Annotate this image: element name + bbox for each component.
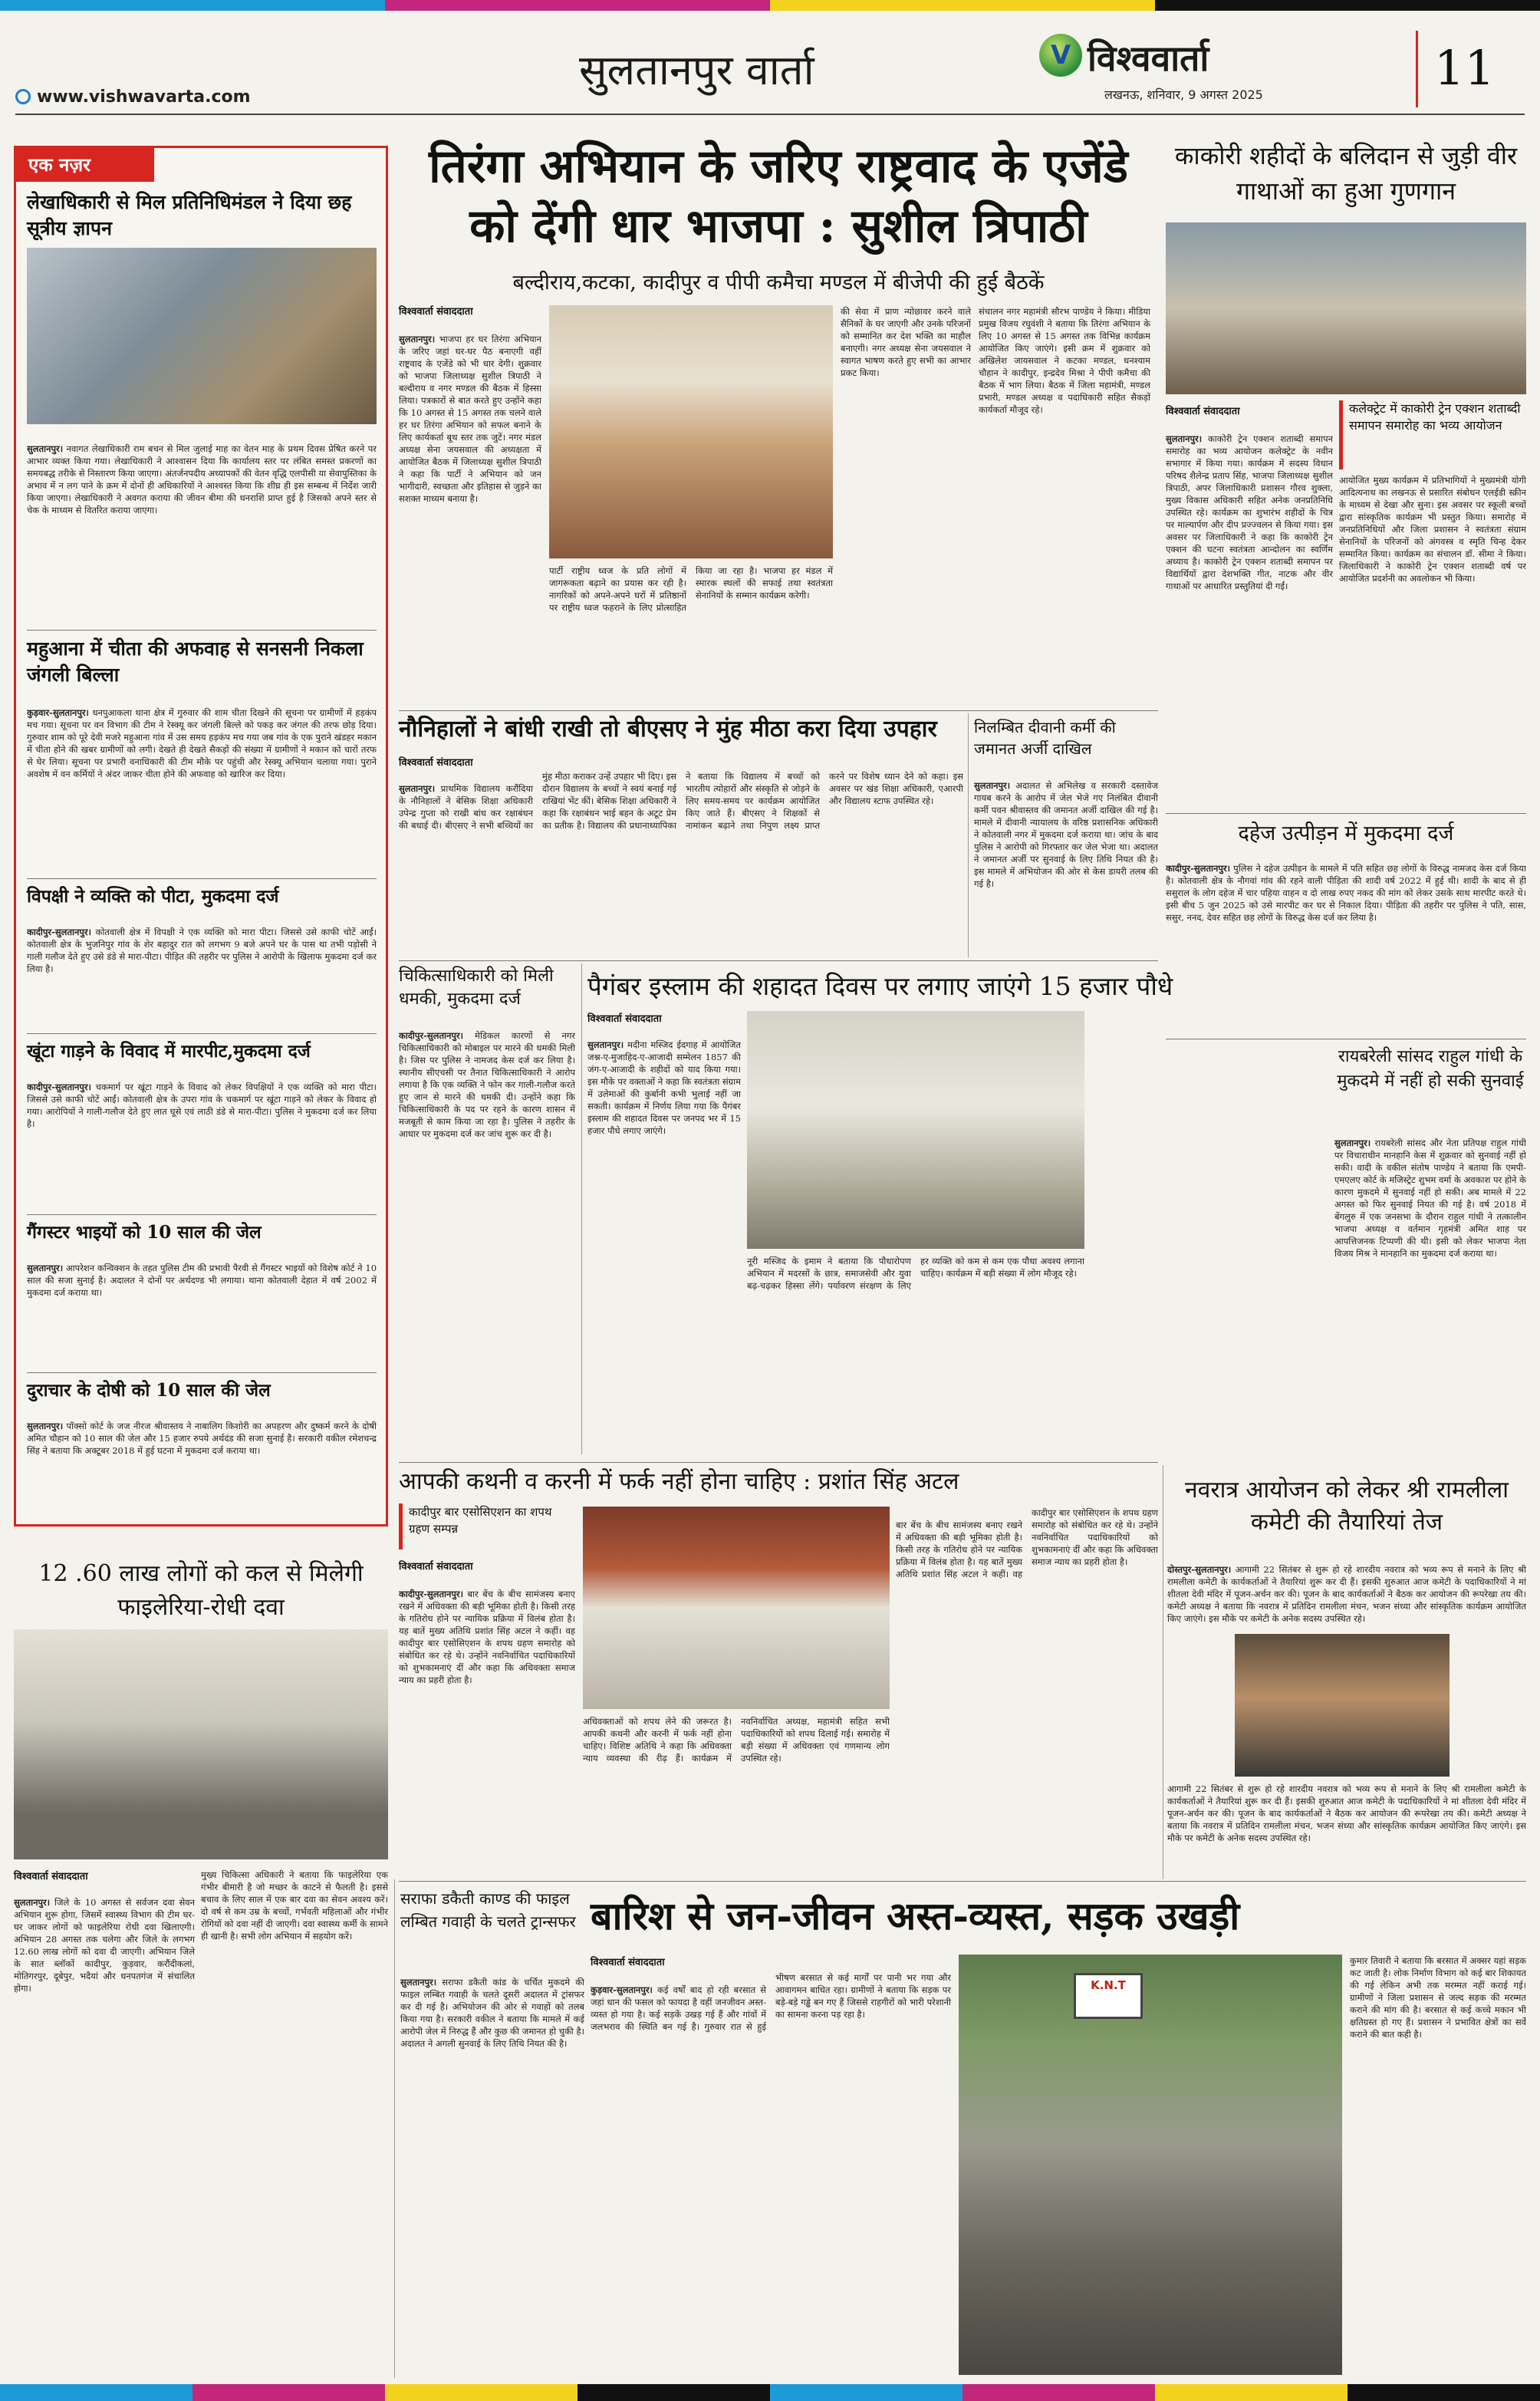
byline: विश्ववार्ता संवाददाता (587, 1013, 662, 1025)
story-lead: सुलतानपुर। (27, 1421, 64, 1431)
plants-body (587, 1026, 741, 1456)
lead-body-col2: पार्टी राष्ट्रीय ध्वज के प्रति लोगों में जागरूकता बढ़ाने का प्रयास कर रही है। नागरिकों को अपने-अपने घरों में प्रतिष्ठानों पर राष्ट्रीय ध्वज फहराने के लिए प्रोत्साहित किया जा रहा है। भाजपा हर मंडल में स्मारक स्थलों की सफाई तथा स्वतंत्रता सेनानियों के सम्मान कार्यक्रम करेगी। (549, 565, 833, 613)
navratri-body-2: आगामी 22 सितंबर से शुरू हो रहे शारदीय नवरात्र को भव्य रूप से मनाने के लिए श्री रामलीला कमेटी के कार्यकर्ताओं ने तैयारियां शुरू कर दी हैं। इसकी शुरुआत आज कमेटी के पदाधिकारियों ने मां शीतला देवी मंदिर में पूजन-अर्चन कर की। पूजन के बाद कार्यकर्ताओं ने बैठक कर आयोजन की रूपरेखा तय की। कमेटी अध्यक्ष ने बताया कि नवरात्र में प्रतिदिन रामलीला मंचन, भजन संध्या और सांस्कृतिक कार्यक्रम आयोजित किए जाएंगे। इस मौके पर कमेटी के अनेक सदस्य उपस्थित रहे। (1167, 1783, 1526, 1843)
divider (27, 1214, 377, 1215)
paper-name: विश्ववार्ता (1088, 38, 1209, 79)
story-lead: कादीपुर-सुलतानपुर। (1166, 863, 1230, 874)
story-lead: सुलतानपुर। (974, 780, 1011, 791)
bar-association-photo (583, 1507, 890, 1709)
website-link[interactable]: www.vishwavarta.com (37, 87, 251, 107)
story-lead: कुड़वार-सुलतानपुर। (591, 1984, 653, 1995)
story-headline: महुआना में चीता की अफवाह से सनसनी निकला जंगली बिल्ला (27, 637, 364, 686)
divider (399, 1462, 1158, 1463)
rahul-headline: रायबरेली सांसद राहुल गांधी के मुकदमे में नहीं हो सकी सुनवाई (1337, 1047, 1524, 1091)
divider (399, 1881, 1526, 1882)
byline: विश्ववार्ता संवाददाता (399, 757, 473, 769)
plants-photo (747, 1011, 1084, 1249)
lead-headline: तिरंगा अभियान के जरिए राष्ट्रवाद के एजेंडे को देंगी धार भाजपा : सुशील त्रिपाठी (429, 140, 1128, 253)
robbery-headline: सराफा डकैती काण्ड की फाइल लम्बित गवाही के चलते ट्रान्सफर (400, 1889, 576, 1931)
navratri-photo (1235, 1634, 1450, 1777)
road-sign-text: K.N.T (1091, 1978, 1126, 1992)
divider (399, 960, 1158, 961)
divider (27, 878, 377, 879)
bjp-meeting-photo (549, 305, 833, 558)
byline: विश्ववार्ता संवाददाता (399, 306, 473, 318)
story-text: धनपुआकला थाना क्षेत्र में गुरुवार की शाम चीता दिखने की सूचना पर ग्रामीणों में हड़कंप मच गया। सूचना पर वन विभाग की टीम ने रेस्क्यू कर जंगली बिल्ले को पकड़ कर जंगल की तरफ छोड़ दिया। गुरुवार शाम को पूरे देवी मजरे महुआना गांव में उस समय हड़कंप मच गया जब गांव के एक पुराने खंडहर मकान में चीता होने की खबर ग्रामीणों को लगी। देखते ही देखते सैकड़ों की संख्या में ग्रामीणों ने मकान को चारों तरफ से घेर लिया। सूचना पर प्रभारी वनाधिकारी की टीम मौके पर पहुंची और रेस्क्यू अभियान चलाया गया। पुराने अवशेष में वन कर्मियों ने अंदर जाकर चीता होने की अफवाह को खारिज कर दिया। (27, 707, 377, 779)
story-body (27, 914, 377, 1029)
divider (581, 963, 582, 1454)
rahul-body (1334, 1125, 1526, 1485)
kathni-body-2: अधिवक्ताओं को शपथ लेने की जरूरत है। आपकी कथनी और करनी में फर्क नहीं होना चाहिए। विशिष्ट अतिथि ने कहा कि अधिवक्ता न्याय व्यवस्था की रीढ़ हैं। कार्यक्रम में नवनिर्वाचित अध्यक्ष, महामंत्री सहित सभी पदाधिकारियों को शपथ दिलाई गई। समारोह में बड़ी संख्या में अधिवक्ता एवं गणमान्य लोग उपस्थित रहे। (583, 1716, 890, 1764)
kakori-photo (1166, 222, 1526, 394)
rain-body-2: कुमार तिवारी ने बताया कि बरसात में अक्सर यहां सड़क कट जाती है। लोक निर्माण विभाग को कई बार शिकायत की गई लेकिन अभी तक मरम्मत नहीं कराई गई। ग्रामीणों ने जिला प्रशासन से जल्द सड़क की मरम्मत कराने की मांग की है। बरसात से कई कच्चे मकान भी क्षतिग्रस्त हो गए हैं। प्रशासन ने प्रभावित क्षेत्रों का सर्वे कराने की बात कही है। (1350, 1955, 1526, 2040)
divider (27, 1372, 377, 1373)
story-lead: सुलतानपुर। (27, 1263, 64, 1273)
byline: विश्ववार्ता संवाददाता (1166, 406, 1240, 417)
story-text: मेडिकल कारणों से नगर चिकित्साधिकारी को मोबाइल पर मारने की धमकी मिली है। जिस पर पुलिस ने नामजद केस दर्ज कर लिया है। स्थानीय सीएचसी पर तैनात चिकित्साधिकारी ने आरोप लगाया है कि एक व्यक्ति ने फोन कर गाली-गलौज करते हुए जान से मारने की धमकी दी। उन्होंने कहा कि चिकित्साधिकारी के पद पर रहने के कारण शासन में मजबूती से काम किया जा रहा है। पुलिस ने तहरीर के आधार पर मुकदमा दर्ज कर जांच शुरू कर दी है। (399, 1030, 575, 1139)
lead-subhead: बल्दीराय,कटका, कादीपुर व पीपी कमैचा मण्डल में बीजेपी की हुई बैठकें (512, 271, 1045, 295)
story-text: आगामी 22 सितंबर से शुरू हो रहे शारदीय नवरात्र को भव्य रूप से मनाने के लिए श्री रामलीला कमेटी के कार्यकर्ताओं ने तैयारियां शुरू कर दी हैं। इसकी शुरुआत आज कमेटी के पदाधिकारियों ने मां शीतला देवी मंदिर में पूजन-अर्चन कर की। पूजन के बाद कार्यकर्ताओं ने बैठक कर आयोजन की रूपरेखा तय की। कमेटी अध्यक्ष ने बताया कि नवरात्र में प्रतिदिन रामलीला मंचन, भजन संध्या और सांस्कृतिक कार्यक्रम आयोजित किए जाएंगे। इस मौके पर कमेटी के अनेक सदस्य उपस्थित रहे। (1167, 1564, 1526, 1624)
story-body (27, 694, 377, 871)
story-headline: गैंगस्टर भाइयों को 10 साल की जेल (27, 1222, 262, 1243)
story-headline: खूंटा गाड़ने के विवाद में मारपीट,मुकदमा दर्ज (27, 1041, 311, 1062)
kakori-body-2: आयोजित मुख्य कार्यक्रम में प्रतिभागियों ने मुख्यमंत्री योगी आदित्यनाथ का लखनऊ से प्रसारित संबोधन एलईडी स्क्रीन के माध्यम से देखा और सुना। इस अवसर पर स्कूली बच्चों द्वारा सांस्कृतिक कार्यक्रम भी प्रस्तुत किया। समारोह में जनप्रतिनिधियों और जिला प्रशासन ने स्वतंत्रता संग्राम सेनानियों के परिजनों को अंगवस्त्र व स्मृति चिन्ह देकर सम्मानित किया। कार्यक्रम का संचालन डॉ. सीमा ने किया। जिलाधिकारी ने काकोरी ट्रेन एक्शन शताब्दी वर्ष पर आयोजित प्रदर्शनी का अवलोकन भी किया। (1339, 475, 1526, 584)
byline: विश्ववार्ता संवाददाता (591, 1957, 665, 1968)
story-lead: सुलतानपुर। (587, 1039, 624, 1050)
dowry-headline: दहेज उत्पीड़न में मुकदमा दर्ज (1238, 822, 1454, 845)
story-text: काकोरी ट्रेन एक्शन शताब्दी समापन समारोह का भव्य आयोजन कलेक्ट्रेट के नवीन सभागार में किया गया। कार्यक्रम में सदस्य विधान परिषद शैलेन्द्र प्रताप सिंह, भाजपा जिलाध्यक्ष सुशील त्रिपाठी, अपर जिलाधिकारी प्रशासन गौरव शुक्ला, मुख्य विकास अधिकारी सहित अनेक जनप्रतिनिधि उपस्थित रहे। कार्यक्रम का शुभारंभ शहीदों के चित्र पर माल्यार्पण और दीप प्रज्ज्वलन से किया गया। इस अवसर पर जिलाधिकारी ने कहा कि काकोरी ट्रेन एक्शन की घटना स्वतंत्रता आन्दोलन का स्वर्णिम अध्याय है। काकोरी ट्रेन एक्शन शताब्दी समापन पर विद्यार्थियों द्वारा देशभक्ति गीत, नाटक और वीर गाथाओं पर आधारित प्रस्तुतियां दी गईं। (1166, 433, 1333, 591)
kathni-headline: आपकी कथनी व करनी में फर्क नहीं होना चाहिए : प्रशांत सिंह अटल (399, 1468, 959, 1495)
side-note-text: कादीपुर बार एसोसिएशन का शपथ ग्रहण सम्पन्न (409, 1505, 552, 1536)
byline: विश्ववार्ता संवाददाता (399, 1561, 473, 1573)
lead-body-col1 (399, 321, 541, 704)
story-body (27, 1408, 377, 1519)
story-lead: सुलतानपुर। (14, 1897, 51, 1908)
rain-headline: बारिश से जन-जीवन अस्त-व्यस्त, सड़क उखड़ी (591, 1893, 1240, 1938)
story-lead: कादीपुर-सुलतानपुर। (27, 1082, 91, 1092)
story-body (27, 1250, 377, 1365)
top-color-bar (0, 0, 1540, 11)
rakhi-body (399, 770, 963, 954)
story-text: जिले के 10 अगस्त से सर्वजन दवा सेवन अभियान शुरू होगा, जिसमें स्वास्थ्य विभाग की टीम घर-घर जाकर लोगों को फाइलेरिया रोधी दवा खिलाएगी। अभियान 28 अगस्त तक चलेगा और जिले के लगभग 12.60 लाख लोगों को दवा दी जाएगी। अभियान जिले के सात ब्लॉकों कादीपुर, कुड़वार, करौंदीकलां, मोतिगरपुर, दूबेपुर, भदैयां और धनपतगंज में संचालित होगा। (14, 1897, 195, 1994)
story-text: पॉक्सो कोर्ट के जज नीरज श्रीवास्तव ने नाबालिग किशोरी का अपहरण और दुष्कर्म करने के दोषी अमित चौहान को 10 साल की जेल और 15 हजार रुपये अर्थदंड की सजा सुनाई है। सरकारी वकील रमेशचन्द्र सिंह ने बताया कि अक्टूबर 2018 में हुई घटना में मुकदमा दर्ज कराया था। (27, 1421, 377, 1456)
delegation-photo (27, 248, 377, 424)
story-lead: सुलतानपुर। (1334, 1138, 1371, 1148)
ek-nazar-box (14, 146, 388, 1527)
website-icon (15, 89, 31, 104)
story-text: चकमार्ग पर खूंटा गाड़ने के विवाद को लेकर विपक्षियों ने एक व्यक्ति को मारा पीटा। जिससे उसे काफी चोटें आईं। कोतवाली क्षेत्र के उपरा गांव के चकमार्ग पर खूंटा गाड़ने को लेकर के विवाद हो गया। आरोपियों ने गाली-गलौज देते हुए लात घूसे एवं लाठी डंडे से मारा-पीटा। पुलिस ने मुकदमा दर्ज कर लिया है। (27, 1082, 377, 1129)
pull-quote-text: कलेक्ट्रेट में काकोरी ट्रेन एक्शन शताब्दी समापन समारोह का भव्य आयोजन (1349, 401, 1521, 433)
divider (399, 710, 1158, 711)
divider (1166, 813, 1526, 814)
story-lead: कादीपुर-सुलतानपुर। (399, 1030, 463, 1041)
story-text: भाजपा हर घर तिरंगा अभियान के जरिए जहां घर-घर पैठ बनाएगी वहीं राष्ट्रवाद के एजेंडे को भी धार देगी। शुक्रवार को भाजपा जिलाध्यक्ष सुशील त्रिपाठी ने बल्दीराय व नगर मण्डल की बैठक में हिस्सा लिया। पत्रकारों से बात करते हुए उन्होंने कहा कि 10 अगस्त से 15 अगस्त तक चलने वाले हर घर तिरंगा अभियान को सफल बनाने के लिए कार्यकर्ता बूथ स्तर तक जुटें। नगर मंडल अध्यक्ष सेना जयसवाल की अध्यक्षता में आयोजित बैठक में जिलाध्यक्ष सुशील त्रिपाठी ने कहा कि पार्टी ने अभियान को जन भागीदारी, स्वच्छता और इतिहास से जुड़ने का सशक्त माध्यम बनाया है। (399, 334, 541, 504)
masthead (0, 0, 1540, 115)
story-lead: सुलतानपुर। (27, 443, 64, 454)
story-text: प्राथमिक विद्यालय करौंदिया के नौनिहालों ने बेसिक शिक्षा अधिकारी उपेन्द्र गुप्ता को राखी बांध कर रक्षाबंधन की बधाई दी। बीएसए ने सभी बच्चियों का मुंह मीठा कराकर उन्हें उपहार भी दिए। इस दौरान विद्यालय के बच्चों ने स्वयं बनाई गई राखियां भेंट कीं। बेसिक शिक्षा अधिकारी ने कहा कि रक्षाबंधन भाई बहन के अटूट प्रेम का प्रतीक है। विद्यालय की प्रधानाध्यापिका ने बताया कि विद्यालय में बच्चों को भारतीय त्योहारों और संस्कृति से जोड़ने के लिए समय-समय पर कार्यक्रम आयोजित किए जाते हैं। बीएसए ने शिक्षकों से नामांकन बढ़ाने तथा निपुण लक्ष्य प्राप्त करने पर विशेष ध्यान देने को कहा। इस अवसर पर खंड शिक्षा अधिकारी, एआरपी और विद्यालय स्टाफ उपस्थित रहे। (399, 771, 963, 831)
lawyer-headline: निलम्बित दीवानी कर्मी की जमानत अर्जी दाखिल (974, 718, 1116, 758)
story-headline: लेखाधिकारी से मिल प्रतिनिधिमंडल ने दिया छह सूत्रीय ज्ञापन (27, 191, 352, 239)
story-text: कोतवाली क्षेत्र में विपक्षी ने एक व्यक्ति को मारा पीटा। जिससे उसे काफी चोटें आईं। कोतवाली क्षेत्र के भुजनिपुर गांव के शेर बहादुर रात को लगभग 9 बजे अपने घर के पास था तभी पड़ोसी ने गाली गलौज देते हुए उसे डंडे से मारा-पीटा। पीड़ित की तहरीर पर पुलिस ने आरोपी के खिलाफ मुकदमा दर्ज कर लिया है। (27, 927, 377, 974)
kakori-body (1166, 420, 1333, 804)
plants-headline: पैगंबर इस्लाम की शहादत दिवस पर लगाए जाएंगे 15 हजार पौधे (587, 971, 1173, 1001)
story-text: पुलिस ने दहेज उत्पीड़न के मामले में पति सहित छह लोगों के विरुद्ध नामजद केस दर्ज किया है। कोतवाली क्षेत्र के नौगवां गांव की रहने वाली पीड़िता की शादी वर्ष 2022 में हुई थी। शादी के बाद से ही ससुराल के लोग दहेज में चार पहिया वाहन व दो लाख रुपए नकद की मांग को लेकर उसके साथ मारपीट करते थे। इसी बीच 5 जुन 2025 को उसे मारपीट कर घर से निकाल दिया। पीड़िता की तहरीर पर पुलिस ने पति, सास, ससुर, ननद, देवर सहित छह लोगों के विरुद्ध केस दर्ज कर लिया है। (1166, 863, 1526, 923)
story-text: मदीना मस्जिद ईदगाह में आयोजित जश्न-ए-मुजाहिद-ए-आजादी सम्मेलन 1857 की जंग-ए-आजादी के शहीदों को याद किया गया। इस मौके पर वक्ताओं ने कहा कि स्वतंत्रता संग्राम में उलेमाओं की कुर्बानी कभी भुलाई नहीं जा सकती। कार्यक्रम में निर्णय लिया गया कि पैगंबर इस्लाम की शहादत दिवस पर जनपद भर में 15 हजार पौधे लगाए जाएंगे। (587, 1039, 741, 1136)
story-body (27, 1069, 377, 1207)
navratri-body (1167, 1551, 1526, 1643)
filaria-headline: 12 .60 लाख लोगों को कल से मिलेगी फाइलेरिया-रोधी दवा (38, 1560, 364, 1621)
story-text: कई वर्षों बाद हो रही बरसात से जहां धान की फसल को फायदा है वहीं जनजीवन अस्त-व्यस्त हो गया है। कई सड़कें उखड़ गई हैं और गांवों में जलभराव की स्थिति बन गई है। गुरुवार रात से हुई भीषण बरसात से कई मार्गों पर पानी भर गया और आवागमन बाधित रहा। ग्रामीणों ने बताया कि सड़क पर बड़े-बड़े गड्ढे बन गए हैं जिससे राहगीरों को भारी परेशानी का सामना करना पड़ रहा है। (591, 1972, 951, 2032)
dowry-body (1166, 850, 1526, 1034)
road-sign-icon (1074, 1973, 1143, 2019)
kathni-body-3 (896, 1507, 1158, 1875)
filaria-body (14, 1884, 195, 2375)
story-text: नवागत लेखाधिकारी राम बचन से मिल जुलाई माह का वेतन माह के प्रथम दिवस प्रेषित करने पर आभार व्यक्त किया गया। लेखाधिकारी ने आश्वासन दिया कि कार्यालय स्तर पर लंबित समस्त प्रकरणों का समयबद्ध तरीके से निस्तारण किया जाएगा। अंतर्जनपदीय अध्यापकों की वेतन वृद्धि एलपीसी या सेवापुस्तिका के अभाव में न लग पाने के क्रम में दोनों ही अधिकारियों ने आश्वस्त किया कि शीघ्र ही इस सम्बन्ध में निर्देश जारी किया जाएगा। लेखाधिकारी ने अवगत कराया की जीवन बीमा की धनराशि प्राप्त हुई है जिसको अपने स्तर से चेक के माध्यम से वितरित कराया जाएगा। (27, 443, 377, 515)
story-text: अदालत से अभिलेख व सरकारी दस्तावेज गायब करने के आरोप में जेल भेजे गए निलंबित दीवानी कर्मी पवन श्रीवास्तव की जमानत अर्जी दाखिल की गई है। मामले में दीवानी न्यायालय के वरिष्ठ प्रशासनिक अधिकारी ने कोतवाली नगर में मुकदमा दर्ज कराया था। जांच के बाद पुलिस ने आरोपी को गिरफ्तार कर जेल भेजा था। अदालत ने जमानत अर्जी पर सुनवाई के लिए तिथि नियत की है। इस मामले में अभियोजन की ओर से केस डायरी तलब की गई है। (974, 780, 1158, 889)
dateline: लखनऊ, शनिवार, 9 अगस्त 2025 (1104, 87, 1263, 102)
story-lead: दोस्तपुर-सुलतानपुर। (1167, 1564, 1232, 1575)
section-title: सुलतानपुर वार्ता (579, 46, 814, 94)
story-text: बार बेंच के बीच सामंजस्य बनाए रखने में अधिवक्ता की बड़ी भूमिका होती है। किसी तरह के गतिरोध होने पर न्यायिक प्रक्रिया में विलंब होता है। यह बातें मुख्य अतिथि प्रशांत सिंह अटल ने कहीं। वह कादीपुर बार एसोसिएशन के शपथ ग्रहण समारोह को संबोधित कर रहे थे। उन्होंने नवनिर्वाचित पदाधिकारियों को शुभकामनाएं दीं और कहा कि अधिवक्ता समाज न्याय का प्रहरी होता है। (896, 1507, 1158, 1579)
masthead-rule (15, 114, 1525, 115)
plants-body-2: नूरी मस्जिद के इमाम ने बताया कि पौधारोपण अभियान में मदरसों के छात्र, समाजसेवी और युवा बढ़-चढ़कर हिस्सा लेंगे। पर्यावरण संरक्षण के लिए हर व्यक्ति को कम से कम एक पौधा अवश्य लगाना चाहिए। कार्यक्रम में बड़ी संख्या में लोग मौजूद रहे। (747, 1256, 1084, 1291)
lead-body-col3: की सेवा में प्राण न्योछावर करने वाले सैनिकों के घर जाएगी और उनके परिजनों को सम्मानित कर देश भक्ति का माहौल बनाएगी। नगर अध्यक्ष सेना जयसवाल ने स्वागत भाषण करते हुए सभी का आभार प्रकट किया। (841, 306, 971, 378)
divider (27, 1033, 377, 1034)
navratri-headline: नवरात्र आयोजन को लेकर श्री रामलीला कमेटी की तैयारियां तेज (1184, 1477, 1509, 1536)
story-lead: कादीपुर-सुलतानपुर। (27, 927, 91, 937)
divider (968, 713, 969, 957)
doctor-body (399, 1017, 575, 1454)
story-lead: सुलतानपुर। (399, 783, 436, 794)
bottom-color-bar (0, 2384, 1540, 2401)
paper-logo-v-icon: V (1051, 40, 1071, 71)
page-number-divider (1416, 31, 1418, 107)
story-lead: सुलतानपुर। (1166, 433, 1203, 444)
story-lead: कुड़वार-सुलतानपुर। (27, 707, 89, 718)
page-number: 11 (1434, 40, 1495, 96)
doctor-headline: चिकित्साधिकारी को मिली धमकी, मुकदमा दर्ज (399, 967, 554, 1009)
filaria-photo (14, 1629, 388, 1859)
lead-body-col4: संचालन नगर महामंत्री सौरभ पाण्डेय ने किया। मीडिया प्रमुख विजय रघुवंशी ने बताया कि तिरंगा अभियान के लिए 10 अगस्त से 15 अगस्त तक विभिन्न कार्यक्रम आयोजित किए जाएंगे। इसी क्रम में शुक्रवार को अखिलेश जायसवाल ने कटका मण्डल, धनश्याम चौहान ने कादीपुर, इन्द्रदेव मिश्रा ने पीपी कमैचा की बैठक में भाग लिया। बैठक में जिला महामंत्री, मण्डल प्रभारी, मण्डल अध्यक्ष व पदाधिकारी सहित सैकड़ों कार्यकर्ता मौजूद रहे। (979, 306, 1150, 415)
robbery-body (400, 1964, 584, 2375)
rain-body (591, 1971, 951, 2375)
story-text: आपरेशन कन्विक्शन के तहत पुलिस टीम की प्रभावी पैरवी से गैंगस्टर भाइयों को विशेष कोर्ट ने 10 साल की सजा सुनाई है। अदालत ने दोनों पर अर्थदण्ड भी लगाया। थाना कोतवाली देहात में वर्ष 2002 में मुकदमा दर्ज कराया था। (27, 1263, 377, 1298)
kathni-side-note (399, 1504, 575, 1550)
divider (27, 630, 377, 631)
rain-road-photo (959, 1955, 1342, 2375)
rakhi-headline: नौनिहालों ने बांधी राखी तो बीएसए ने मुंह मीठा करा दिया उपहार (399, 716, 937, 743)
ek-nazar-title: एक नज़र (16, 148, 154, 182)
divider (394, 1879, 395, 2378)
lawyer-body (974, 767, 1158, 954)
story-text: बार बेंच के बीच सामंजस्य बनाए रखने में अधिवक्ता की बड़ी भूमिका होती है। किसी तरह के गतिरोध होने पर न्यायिक प्रक्रिया में विलंब होता है। यह बातें मुख्य अतिथि प्रशांत सिंह अटल ने कहीं। वह कादीपुर बार एसोसिएशन के शपथ ग्रहण समारोह को संबोधित कर रहे थे। उन्होंने नवनिर्वाचित पदाधिकारियों को शुभकामनाएं दीं और कहा कि अधिवक्ता समाज न्याय का प्रहरी होता है। (399, 1589, 575, 1685)
story-text: सराफा डकैती कांड के चर्चित मुकदमे की फाइल लम्बित गवाही के चलते दूसरी अदालत में ट्रांसफर कर दी गई है। अभियोजन की ओर से गवाहों को तलब किया गया है। सरकारी वकील ने बताया कि मामले में कई आरोपी जेल में निरुद्ध हैं और कुछ की जमानत हो चुकी है। अदालत ने अगली सुनवाई के लिए तिथि नियत की है। (400, 1977, 584, 2049)
kakori-pull-quote (1339, 400, 1526, 469)
story-headline: दुराचार के दोषी को 10 साल की जेल (27, 1380, 271, 1401)
story-body (27, 430, 377, 622)
story-lead: सुलतानपुर। (399, 334, 436, 344)
story-headline: विपक्षी ने व्यक्ति को पीटा, मुकदमा दर्ज (27, 886, 279, 907)
story-lead: सुलतानपुर। (400, 1977, 437, 1988)
filaria-body-2: मुख्य चिकित्सा अधिकारी ने बताया कि फाइलेरिया एक गंभीर बीमारी है जो मच्छर के काटने से फैलती है। इससे बचाव के लिए साल में एक बार दवा का सेवन अवश्य करें। दो वर्ष से कम उम्र के बच्चों, गर्भवती महिलाओं और गंभीर रोगियों को दवा नहीं दी जाएगी। दवा स्वास्थ्य कर्मी के सामने ही खानी है। सभी लोग अभियान में सहयोग करें। (201, 1869, 388, 1942)
kathni-body (399, 1576, 575, 1875)
story-lead: कादीपुर-सुलतानपुर। (399, 1589, 463, 1599)
story-text: रायबरेली सांसद और नेता प्रतिपक्ष राहुल गांधी पर विचाराधीन मानहानि केस में शुक्रवार को सुनवाई नहीं हो सकी। वादी के वकील संतोष पाण्डेय ने बताया कि एमपी-एमएलए कोर्ट के मजिस्ट्रेट शुभम वर्मा के अवकाश पर होने के कारण मुकदमे में सुनवाई नहीं हो सकी। अब मामले में 22 अगस्त को फिर सुनवाई नियत की गई है। वर्ष 2018 में बेंगलुरु में एक जनसभा के दौरान राहुल गांधी ने तत्कालीन भाजपा अध्यक्ष व वर्तमान गृहमंत्री अमित शाह पर आपत्तिजनक टिप्पणी की थी। इसी को लेकर भाजपा नेता विजय मिश्र ने मानहानि का मुकदमा दर्ज कराया था। (1334, 1138, 1526, 1259)
byline: विश्ववार्ता संवाददाता (14, 1871, 88, 1882)
kakori-headline: काकोरी शहीदों के बलिदान से जुड़ी वीर गाथाओं का हुआ गुणगान (1174, 141, 1518, 206)
